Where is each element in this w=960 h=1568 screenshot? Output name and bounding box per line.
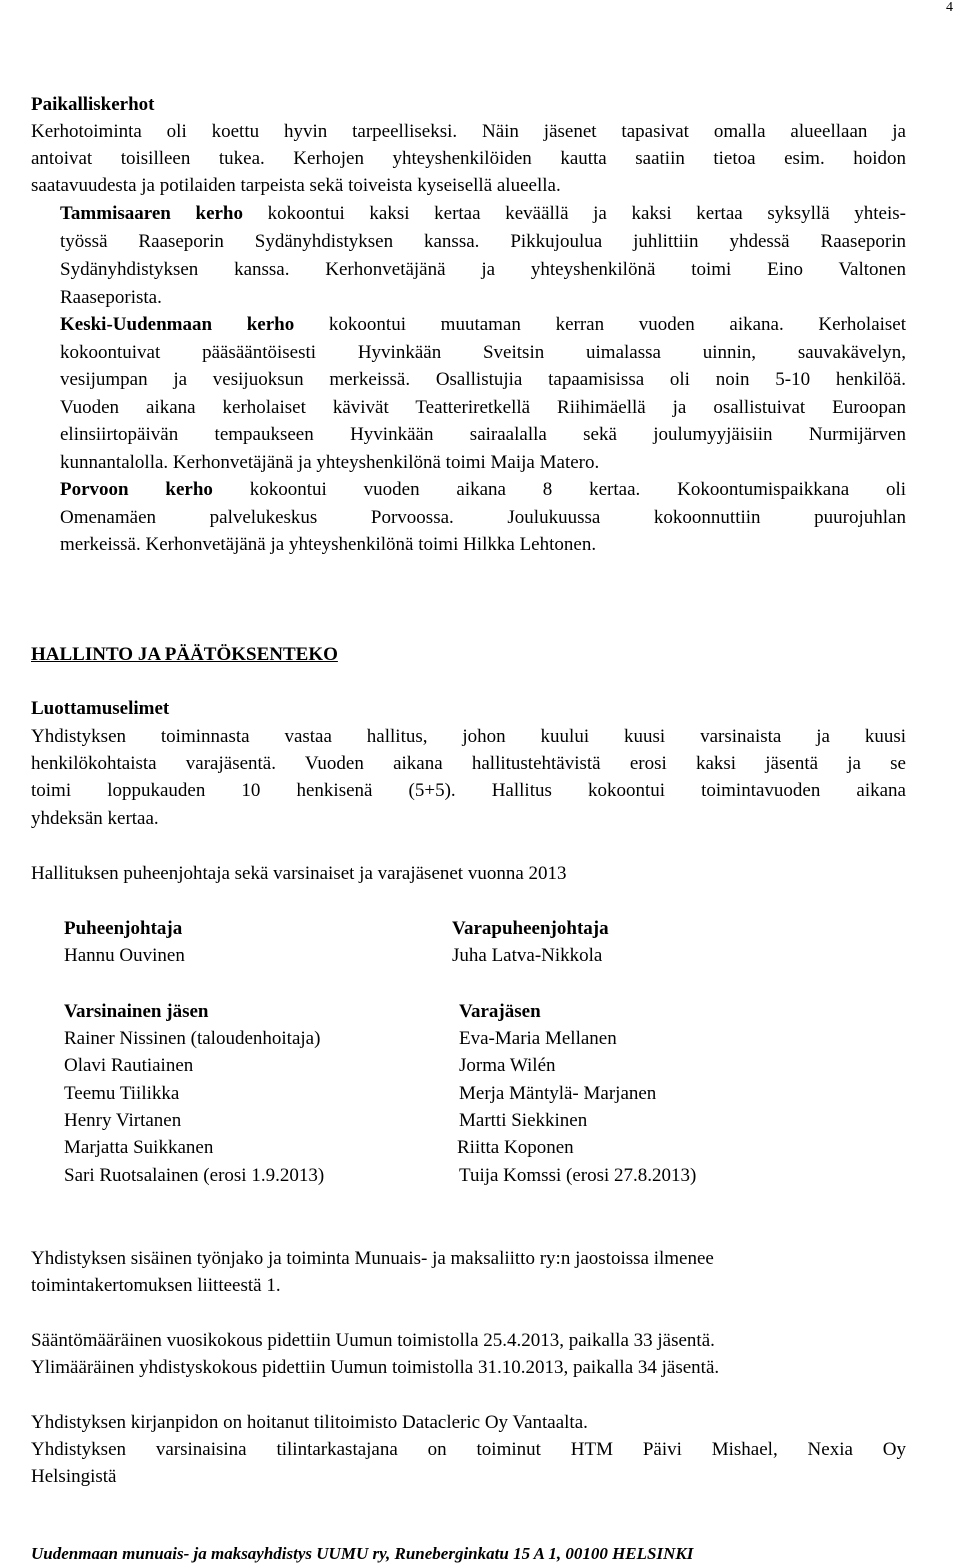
deputy-name: Tuija Komssi (erosi 27.8.2013) [459, 1165, 697, 1186]
member-name: Henry Virtanen [64, 1110, 182, 1131]
section-heading-local-clubs: Paikalliskerhot [31, 94, 155, 115]
tammisaari-line: työssä Raaseporin Sydänyhdistyksen kanssa. Pikkujoulua juhlittiin yhdessä Raaseporin [60, 231, 906, 252]
chair-name: Hannu Ouvinen [64, 945, 185, 966]
page-footer: Uudenmaan munuais- ja maksayhdistys UUMU ry, Runeberginkatu 15 A 1, 00100 HELSINKI [31, 1544, 694, 1563]
porvoo-line: merkeissä. Kerhonvetäjänä ja yhteyshenkilönä toimi Hilkka Lehtonen. [60, 534, 597, 555]
member-name: Teemu Tiilikka [64, 1083, 180, 1104]
auditor-line: Yhdistyksen varsinaisina tilintarkastajana on toiminut HTM Päivi Mishael, Nexia Oy [31, 1439, 906, 1460]
porvoo-line: Omenamäen palvelukeskus Porvoossa. Joulukuussa kokoonnuttiin puurojuhlan [60, 507, 906, 528]
club-name-porvoo: Porvoon kerho [60, 479, 213, 500]
deputy-name: Eva-Maria Mellanen [459, 1028, 617, 1049]
vice-chair-label: Varapuheenjohtaja [452, 918, 609, 939]
deputies-label: Varajäsen [459, 1001, 541, 1022]
meeting-line: Ylimääräinen yhdistyskokous pidettiin Uumun toimistolla 31.10.2013, paikalla 34 jäsentä. [31, 1357, 720, 1378]
vice-chair-name: Juha Latva-Nikkola [452, 945, 603, 966]
deputy-name: Jorma Wilén [459, 1055, 556, 1076]
porvoo-line-1: Porvoon kerho kokoontui vuoden aikana 8 kertaa. Kokoontumispaikkana oli [60, 479, 907, 500]
deputy-name: Riitta Koponen [457, 1137, 574, 1158]
meeting-line: Sääntömääräinen vuosikokous pidettiin Uumun toimistolla 25.4.2013, paikalla 33 jäsentä. [31, 1330, 715, 1351]
keski-uusimaa-line: elinsiirtopäivän tempaukseen Hyvinkään sairaalalla sekä joulumyyjäisiin Nurmijärven [60, 424, 906, 445]
members-label: Varsinainen jäsen [64, 1001, 209, 1022]
bookkeeping-line: Yhdistyksen kirjanpidon on hoitanut tilitoimisto Datacleric Oy Vantaalta. [31, 1412, 588, 1433]
deputy-name: Martti Siekkinen [459, 1110, 588, 1131]
administration-line: yhdeksän kertaa. [31, 808, 159, 829]
member-name: Sari Ruotsalainen (erosi 1.9.2013) [64, 1165, 325, 1186]
intro-line: saatavuudesta ja potilaiden tarpeista sekä toiveista kyseisellä alueella. [31, 175, 561, 196]
board-caption: Hallituksen puheenjohtaja sekä varsinaiset ja varajäsenet vuonna 2013 [31, 863, 567, 884]
administration-line: henkilökohtaista varajäsentä. Vuoden aikana hallitustehtävistä erosi kaksi jäsentä ja se [31, 753, 906, 774]
keski-uusimaa-line: kunnantalolla. Kerhonvetäjänä ja yhteyshenkilönä toimi Maija Matero. [60, 452, 600, 473]
keski-uusimaa-line-1: Keski-Uudenmaan kerho kokoontui muutaman kerran vuoden aikana. Kerholaiset [60, 314, 907, 335]
administration-line: toimi loppukauden 10 henkisenä (5+5). Hallitus kokoontui toimintavuoden aikana [31, 780, 906, 801]
intro-line: antoivat toisilleen tukea. Kerhojen yhteyshenkilöiden kautta saatiin tietoa esim. hoidon [31, 148, 906, 169]
tammisaari-line-1: Tammisaaren kerho kokoontui kaksi kertaa keväällä ja kaksi kertaa syksyllä yhteis- [60, 203, 906, 224]
section-heading-administration: HALLINTO JA PÄÄTÖKSENTEKO [31, 644, 338, 665]
member-name: Marjatta Suikkanen [64, 1137, 214, 1158]
tammisaari-line: Sydänyhdistyksen kanssa. Kerhonvetäjänä ja yhteyshenkilönä toimi Eino Valtonen [60, 259, 906, 280]
division-line: toimintakertomuksen liitteestä 1. [31, 1275, 281, 1296]
subheading-trust-bodies: Luottamuselimet [31, 698, 170, 719]
division-line: Yhdistyksen sisäinen työnjako ja toiminta Munuais- ja maksaliitto ry:n jaostoissa ilmenee [31, 1248, 714, 1269]
page-number: 4 [946, 0, 953, 15]
administration-line: Yhdistyksen toiminnasta vastaa hallitus, johon kuului kuusi varsinaista ja kuusi [31, 726, 906, 747]
keski-uusimaa-line: vesijumpan ja vesijuoksun merkeissä. Osallistujia tapaamisissa oli noin 5-10 henkilöä. [60, 369, 906, 390]
tammisaari-line: Raaseporista. [60, 287, 162, 308]
chair-label: Puheenjohtaja [64, 918, 183, 939]
member-name: Olavi Rautiainen [64, 1055, 194, 1076]
deputy-name: Merja Mäntylä- Marjanen [459, 1083, 657, 1104]
keski-uusimaa-line: Vuoden aikana kerholaiset kävivät Teatteriretkellä Riihimäellä ja osallistuivat Euroopan [60, 397, 906, 418]
club-name-keski-uusimaa: Keski-Uudenmaan kerho [60, 314, 295, 335]
keski-uusimaa-line: kokoontuivat pääsääntöisesti Hyvinkään Sveitsin uimalassa uinnin, sauvakävelyn, [60, 342, 906, 363]
auditor-line: Helsingistä [31, 1466, 117, 1487]
intro-line: Kerhotoiminta oli koettu hyvin tarpeelliseksi. Näin jäsenet tapasivat omalla alueellaan ja [31, 121, 906, 142]
member-name: Rainer Nissinen (taloudenhoitaja) [64, 1028, 321, 1049]
club-name-tammisaari: Tammisaaren kerho [60, 203, 244, 224]
